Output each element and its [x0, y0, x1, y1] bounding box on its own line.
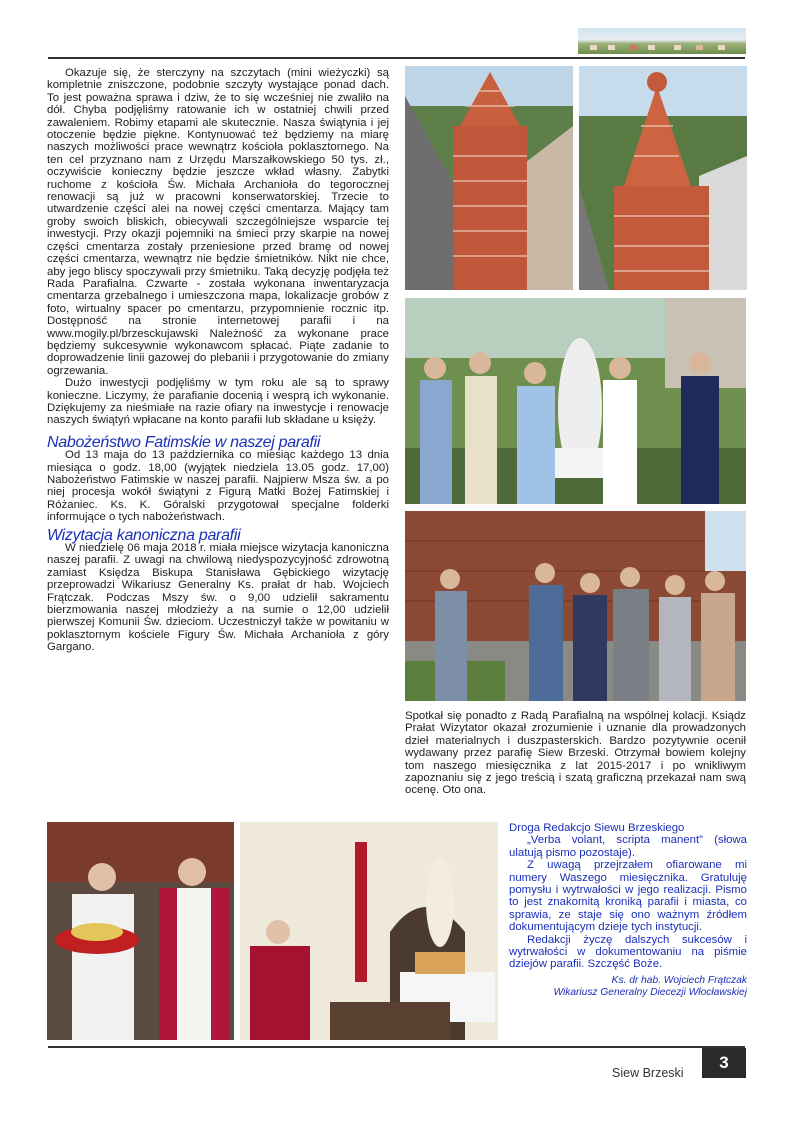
pinnacle-1-image	[405, 66, 573, 290]
letter-paragraph-1: Z uwagą przejrzałem ofiarowane mi numery Waszego miesięcznika. Gratuluję pomysłu i wytrwałości w jego realizacji. Pismo to jest znakomitą kroniką parafii i miasta, co sprawia, ze staje się ono ważnym źródłem dokumentującym dzieje tych instytucji.	[509, 859, 747, 934]
left-column	[47, 67, 389, 654]
church-procession-image	[405, 511, 746, 701]
paragraph-renovation: Okazuje się, że sterczyny na szczytach (mini wieżyczki) są kompletnie zniszczone, podobnie szczyty wystające ponad dach. To jest poważna sprawa i dziw, że to się wcześniej nie zwaliło na dół. Chyba podjęliśmy ratowanie ich w ostatniej chwili przed zawaleniem. Robimy etapami ale skutecznie. Nasza świątynia i jej otoczenie będzie piękne. Kontynuować też będziemy na miarę naszych możliwości prace wewnątrz kościoła poklasztornego. Na ten cel przyznano nam z Urzędu Marszałkowskiego 50 tys. zł., oczywiście konieczny będzie jeszcze wkład własny. Zabytki ruchome z kościoła Św. Michała Archanioła do tegorocznej renowacji są już w pracowni konserwatorskiej. Trzecie to utwardzenie części alei na nowej części cmentarza. Mający tam groby swoich bliskich, obiecywali szczególniejsze wsparcie tej inwestycji. Przy okazji pojemniki na śmieci przy skarpie na nowej części cmentarza zostały przeniesione przed bramę od nowej części cmentarza, wewnątrz nie będzie śmietników. Nikt nie chce, aby jego bliscy spoczywali przy śmietniku. Taką decyzję podjęła też Rada Parafialna. Czwarte - została wykonana inwentaryzacja cmentarza grzebalnego i umieszczona mapa, lokalizacje grobów z foto, wirtualny spacer po cmentarzu, przypomnienie rocznic itp. Dostępność na stronie internetowej parafii i na www.mogily.pl/brzesckujawski Należność za wykonane prace będziemy sukcesywnie wykonawcom spłacać. Piąte zadanie to doprowadzenie linii gazowej do plebanii i przygotowanie do zmiany ogrzewania.	[47, 67, 389, 377]
paragraph-council: Spotkał się ponadto z Radą Parafialną na wspólnej kolacji. Ksiądz Prałat Wizytator okazał zrozumienie i uznanie dla prowadzonych dzieł materialnych i duszpasterskich. Bardzo pozytywnie ocenił wydawany przez parafię Siew Brzeski. Otrzymał bowiem kolejny tom naszego miesięcznika z lat 2015-2017 i po wnikliwym zapoznaniu się z jego treścią i szatą graficzną przekazał nam swą ocenę. Oto ona.	[405, 710, 746, 797]
letter-quote: „Verba volant, scripta manent” (słowa ulatują pismo pozostaje).	[509, 834, 747, 859]
photo-pinnacle-1	[405, 66, 573, 290]
photo-pinnacle-2	[579, 66, 747, 290]
letter-signature-title: Wikariusz Generalny Diecezji Włocławskiej	[553, 986, 747, 998]
letter-greeting: Droga Redakcjo Siewu Brzeskiego	[509, 822, 685, 834]
top-rule	[48, 57, 745, 59]
heading-visitation: Wizytacja kanoniczna parafii	[47, 526, 241, 544]
letter-signature-name: Ks. dr hab. Wojciech Frątczak	[611, 974, 747, 986]
photo-clergy	[47, 822, 234, 1040]
paragraph-investments: Dużo inwestycji podjęliśmy w tym roku ale są to sprawy konieczne. Liczymy, że parafianie docenią i wesprą ich wykonanie. Dziękujemy za nieśmiałe na razie ofiary na inwestycje i renowacje naszych świątyń wpłacane na konto parafii lub składane u księży.	[47, 377, 389, 427]
letter-from-visitator	[509, 822, 747, 999]
paragraph-fatima: Od 13 maja do 13 października co miesiąc każdego 13 dnia miesiąca o godz. 18,00 (wyjątek niedziela 13.05 godz. 17,00) Nabożeństwo Fatimskie w naszej parafii. Najpierw Msza św. a po niej procesja wokół świątyni z Figurą Matki Bożej Fatimskiej i Różaniec. Ks. K. Góralski przygotował specjalne folderki informujące o tych nabożeństwach.	[47, 449, 389, 524]
photo-fatima-procession	[405, 298, 746, 504]
footer-publication-name: Siew Brzeski	[612, 1066, 684, 1080]
heading-fatima: Nabożeństwo Fatimskie w naszej parafii	[47, 433, 321, 451]
letter-paragraph-2: Redakcji życzę dalszych sukcesów i wytrwałości w dokumentowaniu na piśmie dziejów parafii. Szczęść Boże.	[509, 933, 747, 971]
procession-image	[405, 298, 746, 504]
page-number: 3	[702, 1048, 746, 1078]
photo-procession-church	[405, 511, 746, 701]
statue-image	[240, 822, 498, 1040]
clergy-image	[47, 822, 234, 1040]
paragraph-visitation: W niedzielę 06 maja 2018 r. miała miejsce wizytacja kanoniczna naszej parafii. Z uwagi na chwilową niedyspozycyjność zdrowotną zamiast Księdza Biskupa Stanisława Gębickiego wizytację przeprowadzi Wikariusz Generalny Ks. prałat dr hab. Wojciech Frątczak. Podczas Mszy św. o 9,00 udzielił sakramentu bierzmowania naszej młodzieży a na sumie o 12,00 udzielił pierwszej Komunii Św. dzieciom. Uczestniczył także w powitaniu w poklasztornym kościele Figury Św. Michała Archanioła z góry Gargano.	[47, 542, 389, 654]
photo-st-michael-statue	[240, 822, 498, 1040]
bottom-rule	[48, 1046, 745, 1048]
right-column-text	[405, 710, 746, 797]
header-banner-photo	[578, 28, 746, 54]
pinnacle-2-image	[579, 66, 747, 290]
